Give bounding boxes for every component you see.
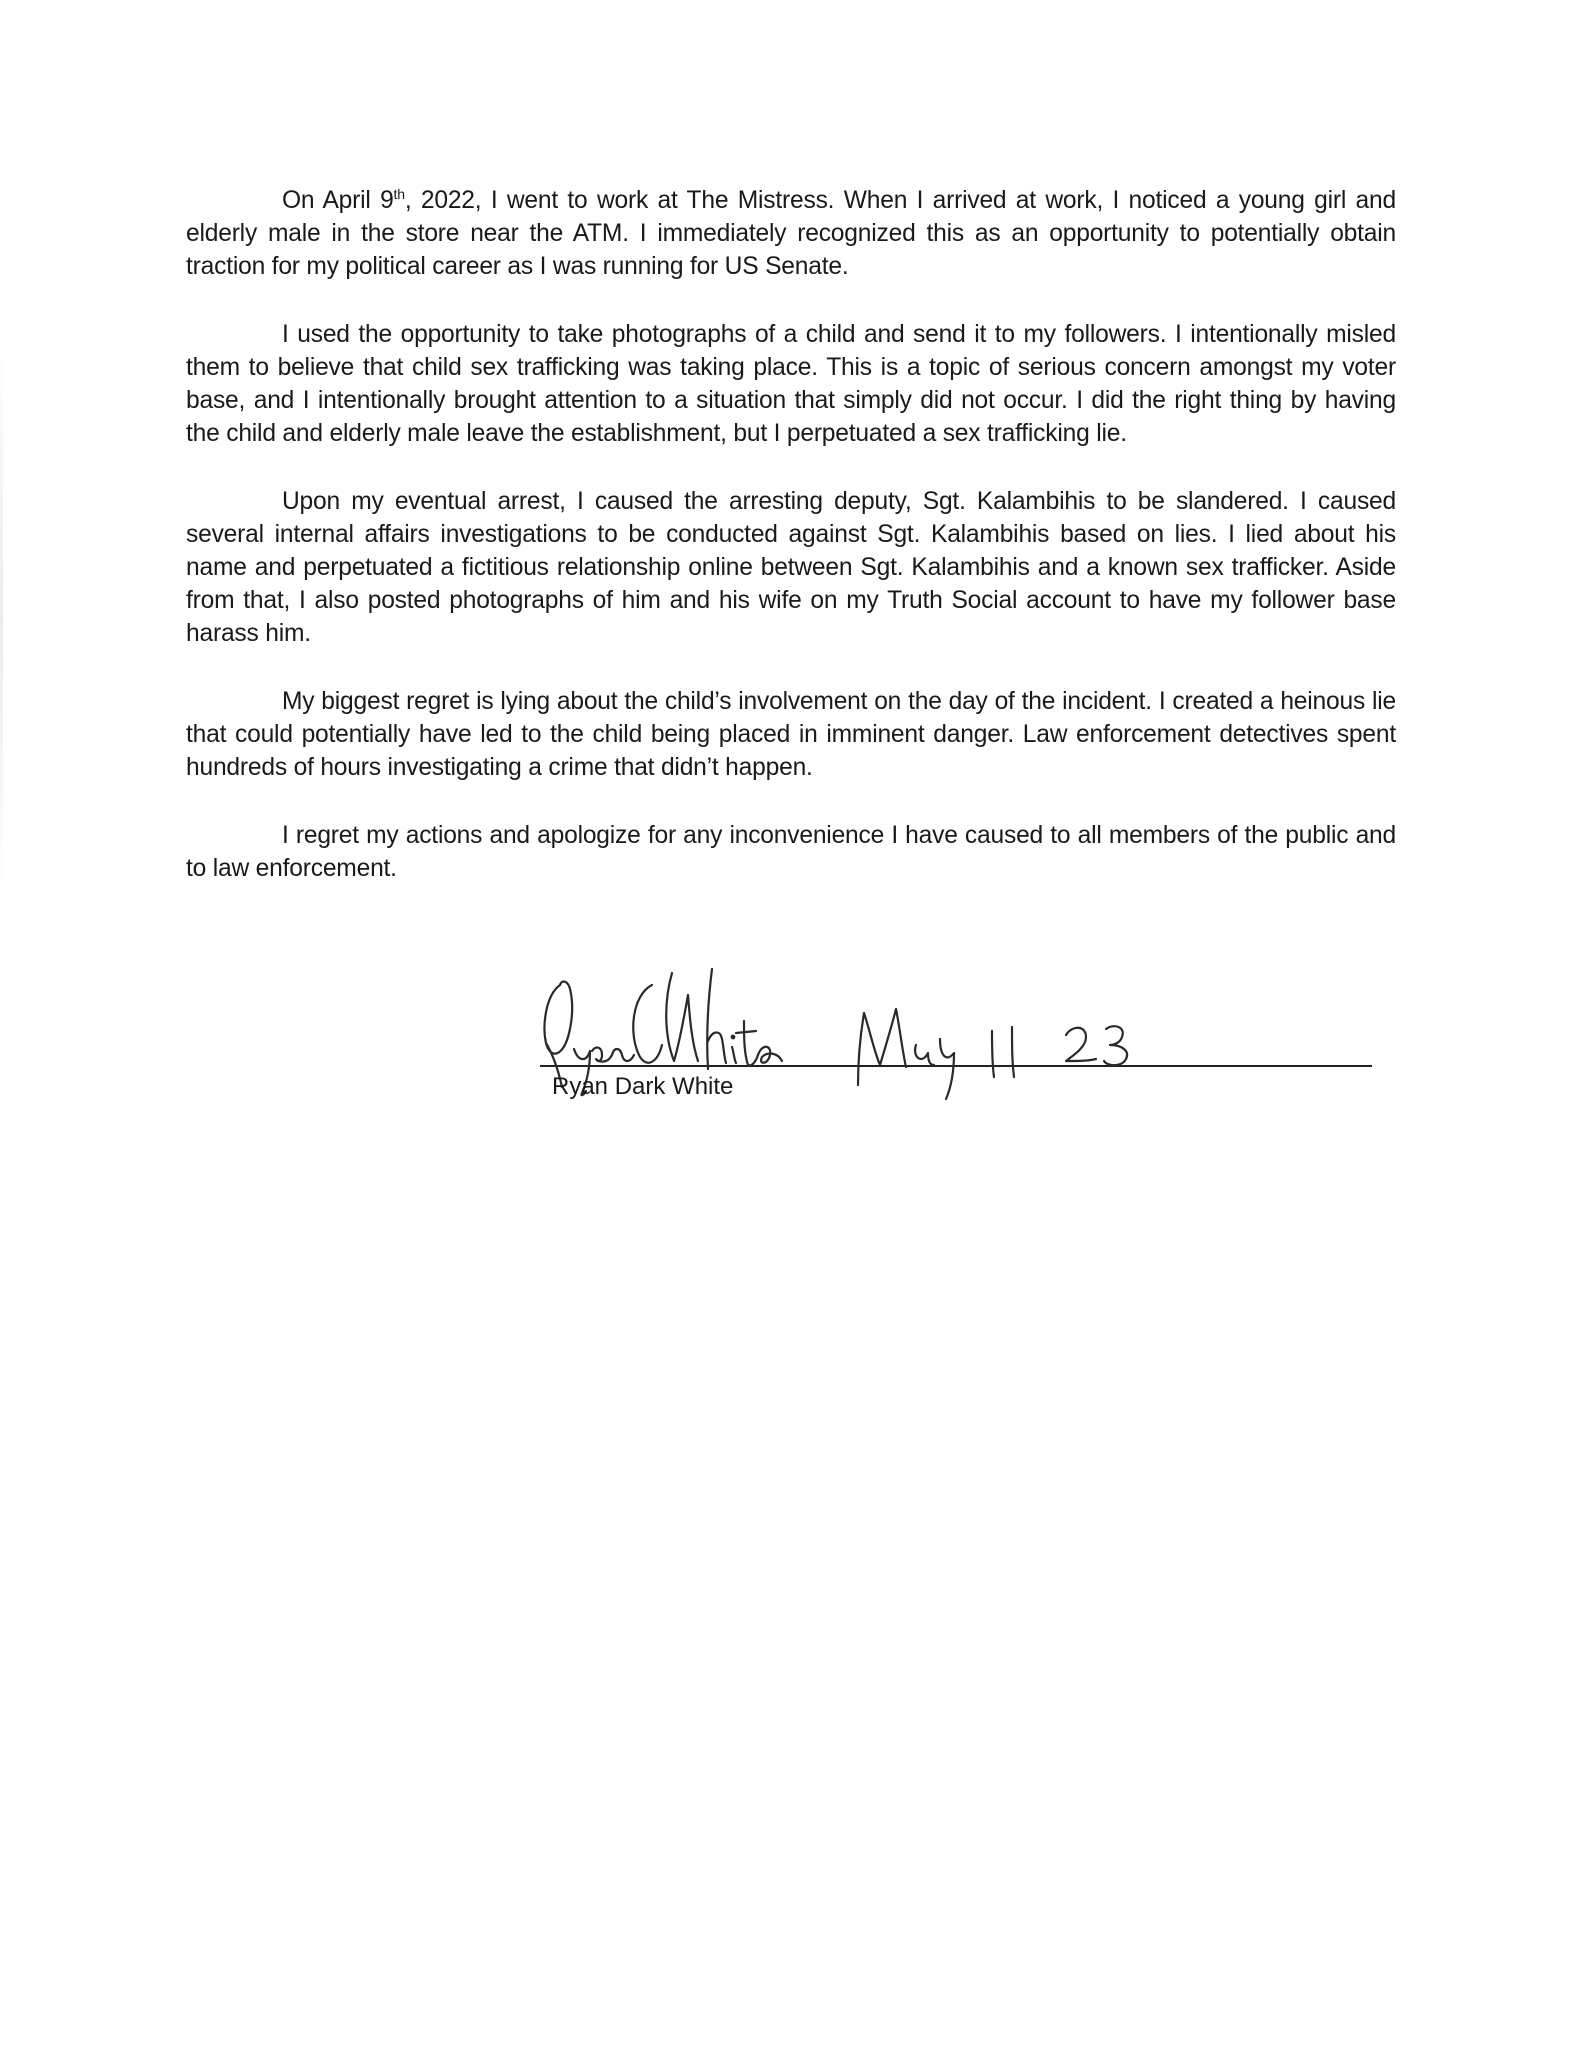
paragraph-4: My biggest regret is lying about the child’s involvement on the day of the incident. I created a heinous lie that could potentially have led to the child being placed in imminent danger. Law enforcement detectives spent hundreds of hours investigating a crime that didn’t happen. [186, 688, 1396, 781]
handwritten-date [858, 1009, 1127, 1099]
printed-signer-name: Ryan Dark White [552, 1073, 734, 1100]
scan-edge-shadow [0, 340, 3, 900]
paragraph-2: I used the opportunity to take photographs of a child and send it to my followers. I intentionally misled them to believe that child sex trafficking was taking place. This is a topic of serious concern amongst my voter base, and I intentionally brought attention to a situation that simply did not occur. I did the right thing by having the child and elderly male leave the establishment, but I perpetuated a sex trafficking lie. [186, 321, 1396, 447]
paragraph-5: I regret my actions and apologize for any inconvenience I have caused to all members of the public and to law enforcement. [186, 822, 1396, 882]
ordinal-suffix: th [393, 185, 405, 202]
paragraph-1: On April 9th, 2022, I went to work at The Mistress. When I arrived at work, I noticed a young girl and elderly male in the store near the ATM. I immediately recognized this as an opportunity to potentially obtain traction for my political career as I was running for US Senate. [186, 185, 1396, 280]
paragraph-3: Upon my eventual arrest, I caused the arresting deputy, Sgt. Kalambihis to be slandered. I caused several internal affairs investigations to be conducted against Sgt. Kalambihis based on lies. I lied about his name and perpetuated a fictitious relationship online between Sgt. Kalambihis and a known sex trafficker. Aside from that, I also posted photographs of him and his wife on my Truth Social account to have my follower base harass him. [186, 488, 1396, 647]
signature-block [540, 965, 1380, 1115]
statement-body [186, 184, 1396, 920]
